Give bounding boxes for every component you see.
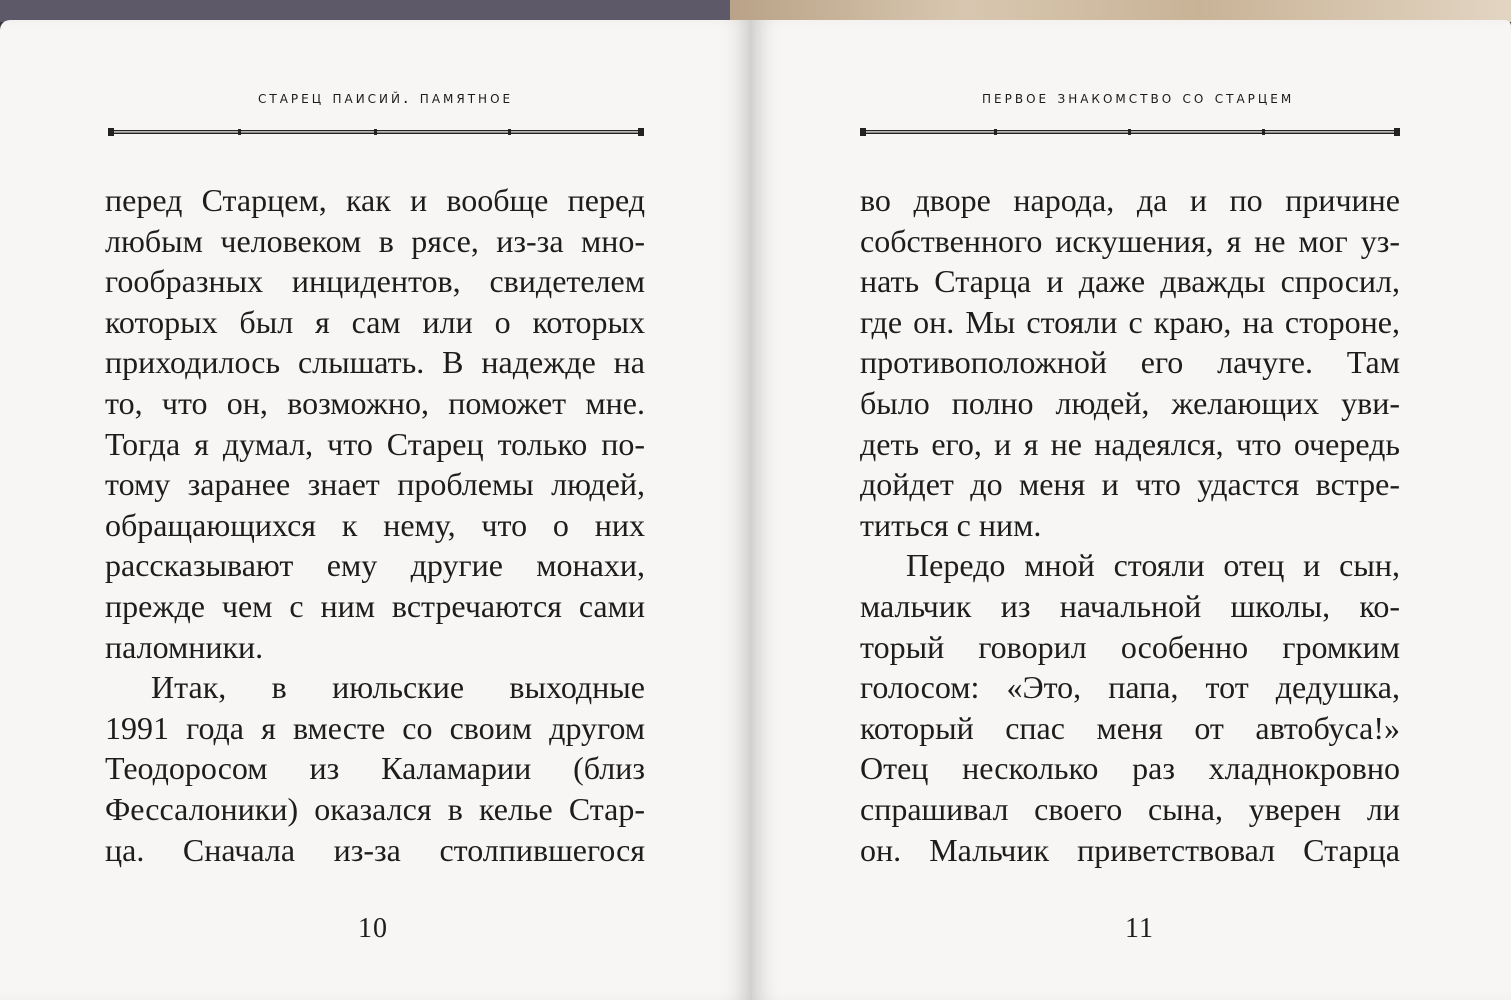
right-body-text [860, 180, 1400, 870]
text-line: титься с ним. [860, 506, 1042, 543]
text-line: 1991 года я вместе со своим другом [105, 709, 645, 746]
text-line: нать Старца и даже дважды спросил, [860, 263, 1400, 300]
text-line: Передо мной стояли отец и сын, [906, 547, 1400, 584]
left-body-text [105, 180, 645, 870]
text-line: приходилось слышать. В надежде на [105, 344, 645, 381]
text-line: Тогда я думал, что Старец только по- [105, 425, 645, 462]
left-page [0, 20, 752, 1000]
text-line: Итак, в июльские выходные [151, 669, 645, 706]
text-line: паломники. [105, 628, 264, 665]
right-ornamental-rule [860, 128, 1400, 136]
right-page-number: 11 [1125, 913, 1154, 944]
right-running-head: первое знакомство со старцем [982, 88, 1295, 108]
text-line: голосом: «Это, папа, тот дедушка, [860, 669, 1400, 706]
text-line: деть его, и я не надеялся, что очередь [860, 425, 1400, 462]
text-line: где он. Мы стояли с краю, на стороне, [860, 303, 1400, 340]
text-line: который спас меня от автобуса!» [860, 709, 1400, 746]
text-line: гообразных инцидентов, свидетелем [105, 263, 645, 300]
text-line: рассказывают ему другие монахи, [105, 547, 645, 584]
text-line: дойдет до меня и что удастся встре- [860, 466, 1400, 503]
text-line: любым человеком в рясе, из-за мно- [105, 222, 645, 259]
text-line: то, что он, возможно, поможет мне. [105, 384, 645, 421]
text-line: перед Старцем, как и вообще перед [105, 182, 645, 218]
text-line: спрашивал своего сына, уверен ли [860, 790, 1400, 827]
text-line: прежде чем с ним встречаются сами [105, 587, 645, 624]
text-line: тому заранее знает проблемы людей, [105, 466, 645, 503]
scan-background-left [0, 0, 730, 22]
text-line: Фессалоники) оказался в келье Стар- [105, 790, 645, 827]
left-running-head: старец паисий. памятное [258, 88, 514, 108]
text-line: было полно людей, желающих уви- [860, 384, 1400, 421]
text-line: во дворе народа, да и по причине [860, 182, 1400, 218]
text-line: Теодоросом из Каламарии (близ [105, 750, 645, 787]
left-ornamental-rule [108, 128, 644, 136]
scan-background-right [730, 0, 1511, 22]
text-line: обращающихся к нему, что о них [105, 506, 645, 543]
text-line: которых был я сам или о которых [105, 303, 645, 340]
text-line: ца. Сначала из-за столпившегося [105, 831, 645, 868]
text-line: Отец несколько раз хладнокровно [860, 750, 1400, 787]
text-line: противоположной его лачуге. Там [860, 344, 1400, 381]
text-line: мальчик из начальной школы, ко- [860, 587, 1400, 624]
text-line: он. Мальчик приветствовал Старца [860, 831, 1400, 868]
right-page [752, 20, 1511, 1000]
text-line: торый говорил особенно громким [860, 628, 1400, 665]
text-line: собственного искушения, я не мог уз- [860, 222, 1400, 259]
left-page-number: 10 [358, 913, 388, 944]
